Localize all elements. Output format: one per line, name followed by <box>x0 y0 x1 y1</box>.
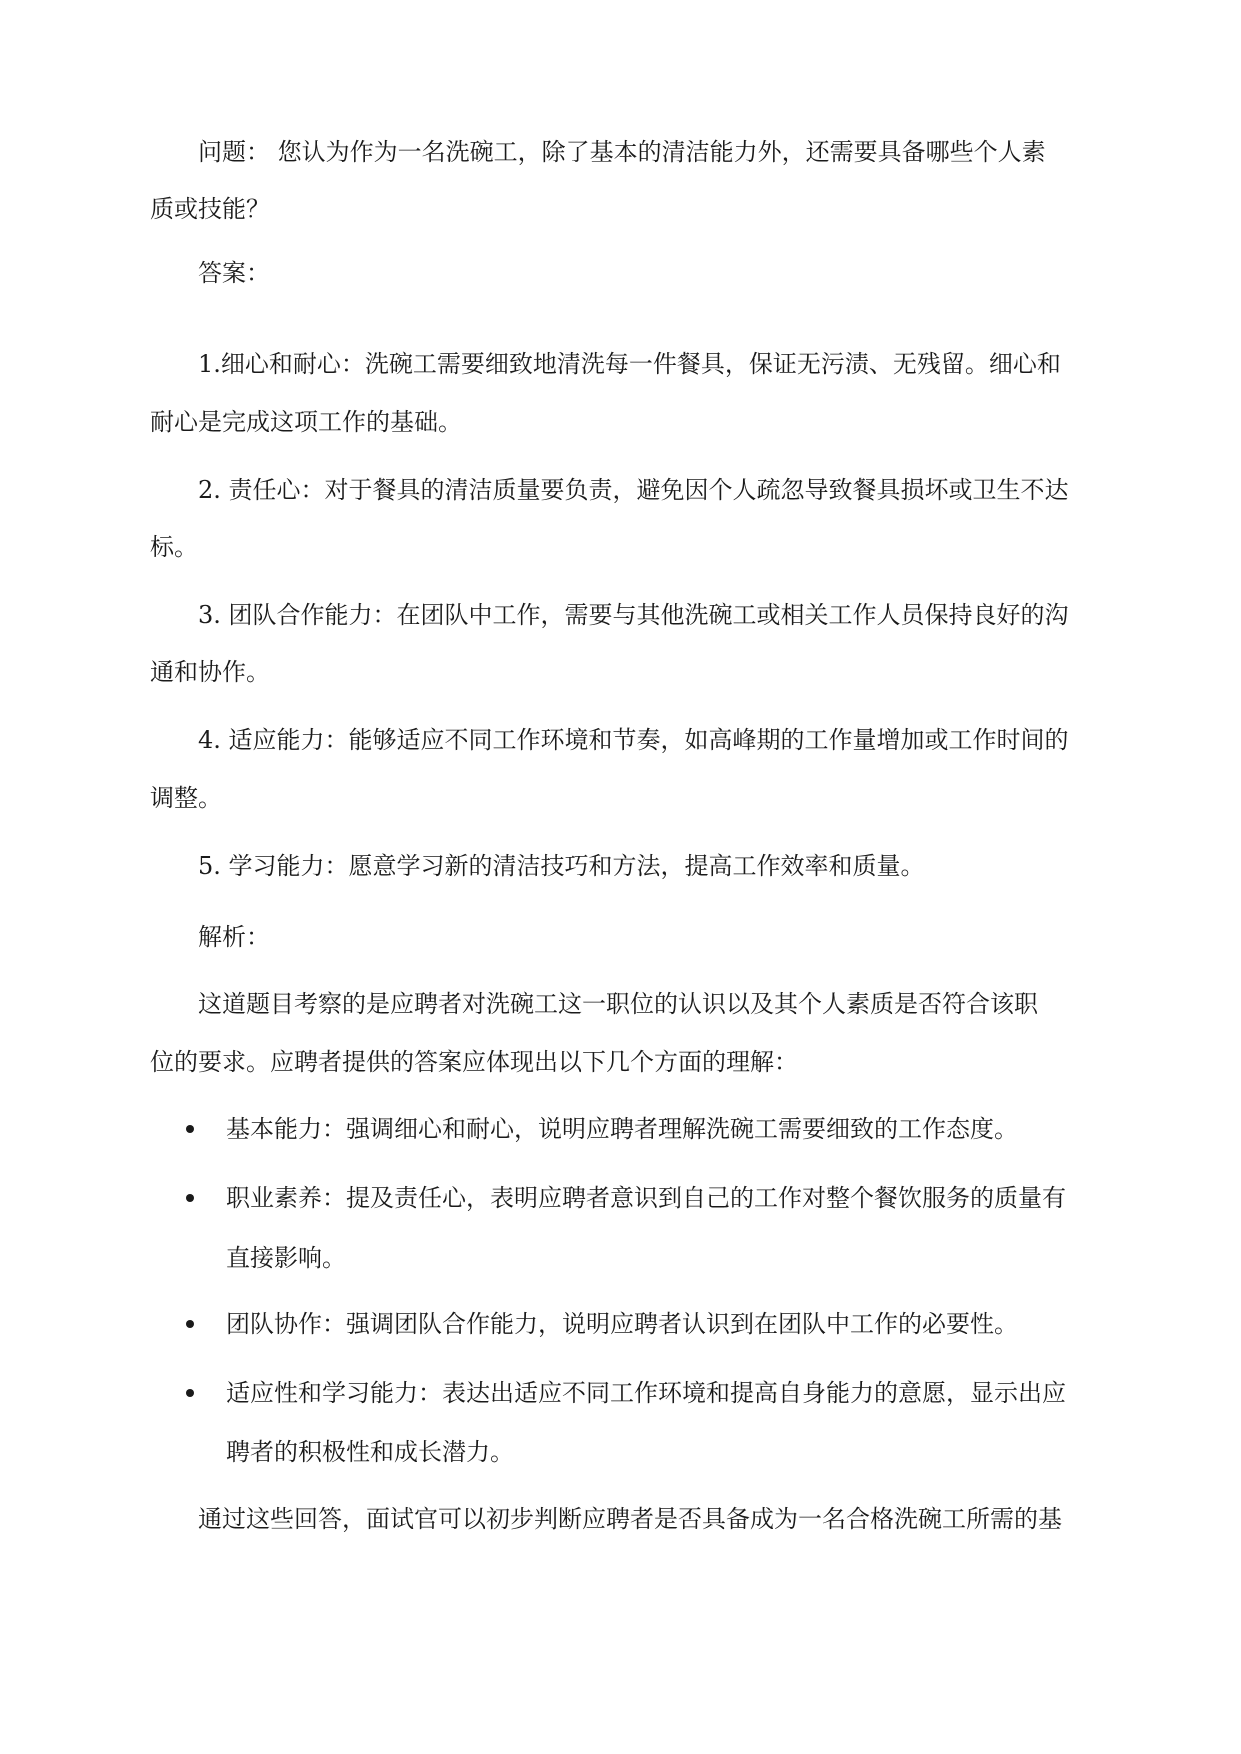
answer-item-3-line-1: 3. 团队合作能力：在团队中工作，需要与其他洗碗工或相关工作人员保持良好的沟 <box>198 601 1069 629</box>
bullet-dot-2 <box>186 1194 194 1202</box>
bullet-dot-3 <box>186 1320 194 1328</box>
bullet-item-3-line-1: 团队协作：强调团队合作能力，说明应聘者认识到在团队中工作的必要性。 <box>226 1310 1018 1338</box>
answer-item-1-line-1: 1.细心和耐心：洗碗工需要细致地清洗每一件餐具，保证无污渍、无残留。细心和 <box>198 350 1061 378</box>
answer-item-5-line-1: 5. 学习能力：愿意学习新的清洁技巧和方法，提高工作效率和质量。 <box>198 852 925 880</box>
answer-item-2-line-1: 2. 责任心：对于餐具的清洁质量要负责，避免因个人疏忽导致餐具损坏或卫生不达 <box>198 476 1069 504</box>
bullet-item-4-line-1: 适应性和学习能力：表达出适应不同工作环境和提高自身能力的意愿，显示出应 <box>226 1379 1066 1407</box>
bullet-item-1-line-1: 基本能力：强调细心和耐心，说明应聘者理解洗碗工需要细致的工作态度。 <box>226 1115 1018 1143</box>
question-line-2: 质或技能？ <box>150 195 270 223</box>
answer-item-1-line-2: 耐心是完成这项工作的基础。 <box>150 408 462 436</box>
answer-item-3-line-2: 通和协作。 <box>150 658 270 686</box>
bullet-item-2-line-1: 职业素养：提及责任心，表明应聘者意识到自己的工作对整个餐饮服务的质量有 <box>226 1184 1066 1212</box>
answer-item-2-line-2: 标。 <box>150 533 198 561</box>
bullet-dot-4 <box>186 1389 194 1397</box>
answer-item-4-line-2: 调整。 <box>150 784 222 812</box>
answer-label: 答案： <box>198 259 270 287</box>
bullet-dot-1 <box>186 1125 194 1133</box>
question-line-1: 问题： 您认为作为一名洗碗工，除了基本的清洁能力外，还需要具备哪些个人素 <box>198 138 1046 166</box>
answer-item-4-line-1: 4. 适应能力：能够适应不同工作环境和节奏，如高峰期的工作量增加或工作时间的 <box>198 726 1069 754</box>
analysis-intro-line-2: 位的要求。应聘者提供的答案应体现出以下几个方面的理解： <box>150 1048 798 1076</box>
bullet-item-4-line-2: 聘者的积极性和成长潜力。 <box>226 1438 514 1466</box>
conclusion-line-1: 通过这些回答，面试官可以初步判断应聘者是否具备成为一名合格洗碗工所需的基 <box>198 1505 1062 1533</box>
analysis-label: 解析： <box>198 923 270 951</box>
bullet-item-2-line-2: 直接影响。 <box>226 1244 346 1272</box>
analysis-intro-line-1: 这道题目考察的是应聘者对洗碗工这一职位的认识以及其个人素质是否符合该职 <box>198 990 1038 1018</box>
